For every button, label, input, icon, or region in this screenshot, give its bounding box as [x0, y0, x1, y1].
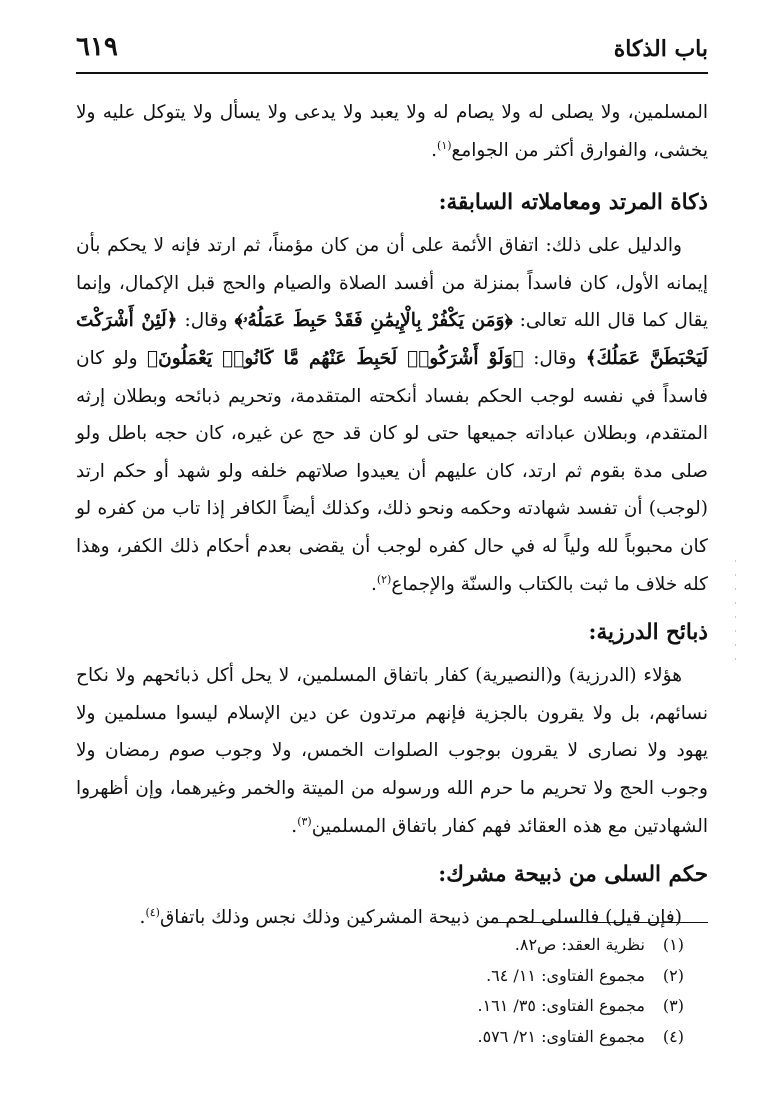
footnote-ref-4: (٤): [145, 905, 160, 919]
footnote-text: مجموع الفتاوى: ٣٥/ ١٦١.: [477, 996, 645, 1015]
druze-text: هؤلاء (الدرزية) و(النصيرية) كفار باتفاق المسلمين، لا يحل أكل ذبائحهم ولا نكاح نسائهم، بل ولا يقرون بالجزية فإنهم مرتدون عن دين الإسلام ليسوا مسلمين ولا يهود ولا نصارى لا يقرون بوجوب الصلوات الخمس، ولا وجوب صوم رمضان ولا وجوب الحج ولا تحريم ما حرم الله ورسوله من الميتة والخمر وغيرهما، وإن أظهروا الشهادتين مع هذه العقائد فهم كفار باتفاق المسلمين: [76, 665, 708, 837]
section-heading-apostate: ذكاة المرتد ومعاملاته السابقة:: [438, 190, 708, 216]
footnotes: [76, 930, 684, 1052]
footnote-text: مجموع الفتاوى: ٢١/ ٥٧٦.: [477, 1026, 645, 1046]
quran-verse-2: ﴿لَئِنْ أَشْرَكْتَ لَيَحْبَطَنَّ عَمَلُكَ﴾: [76, 310, 708, 369]
intro-paragraph: [76, 94, 708, 169]
apostate-paragraph: [76, 227, 708, 603]
apostate-text-b: وقال:: [184, 310, 228, 332]
druze-end: .: [291, 815, 298, 837]
footnote-text: نظرية العقد: ص٨٢.: [514, 935, 645, 954]
footnote-item: [76, 1022, 684, 1053]
page-number: ٦١٩: [76, 32, 118, 62]
apostate-end: .: [370, 573, 377, 595]
footnote-item: [76, 930, 684, 961]
scan-margin-marks: [734, 560, 736, 710]
section-heading-druze: ذبائح الدرزية:: [588, 620, 708, 646]
footnote-number: (١): [662, 935, 684, 954]
sala-end: .: [139, 907, 146, 929]
footnote-number: (٣): [662, 996, 684, 1015]
quran-verse-3: ﴿وَلَوْ أَشْرَكُوا۟ لَحَبِطَ عَنْهُم مَّا كَانُوا۟ يَعْمَلُونَ﴾: [147, 347, 524, 369]
quran-verse-1: ﴿وَمَن يَكْفُرْ بِالْإِيمَٰنِ فَقَدْ حَبِطَ عَمَلُهُۥ﴾: [234, 310, 513, 332]
footnote-number: (٢): [662, 965, 684, 985]
apostate-text-a: والدليل على ذلك: اتفاق الأئمة على أن من كان مؤمناً، ثم ارتد فإنه لا يحكم بأن إيمانه الأول، كان فاسداً بمنزلة من أفسد الصلاة والصيام والحج قبل الإكمال، وإنما يقال كما قال الله تعالى:: [76, 235, 708, 332]
section-heading-sala: حكم السلى من ذبيحة مشرك:: [438, 862, 708, 888]
apostate-text-c: وقال:: [533, 347, 577, 369]
running-head: باب الذكاة: [613, 36, 708, 62]
footnote-item: [76, 991, 684, 1022]
footnote-ref-3: (٣): [297, 814, 312, 828]
apostate-text-d: ولو كان فاسداً في نفسه لوجب الحكم بفساد أنكحته المتقدمة، وتحريم ذبائحه وبطلان إرثه المتقدم، وبطلان عباداته جميعها حتى لو كان قد حج عن غيره، كان حجه باطل ولو صلى مدة بقوم ثم ارتد، كان عليهم أن يعيدوا صلاتهم خلفه ولو شهد أو حكم ارتد (لوجب) أن تفسد شهادته وحكمه ونحو ذلك، وكذلك أيضاً الكافر إذا تاب من كفره لو كان محبوباً لله ولياً له في حال كفره لوجب أن يقضى بعدم أحكام ذلك الكفر، وهذا كله خلاف ما ثبت بالكتاب والسنّة والإجماع: [76, 347, 708, 595]
intro-text: المسلمين، ولا يصلى له ولا يصام له ولا يعبد ولا يدعى ولا يسأل ولا يتوكل عليه ولا يخشى، والفوارق أكثر من الجوامع: [76, 102, 708, 161]
footnote-separator: [484, 922, 708, 923]
page-header: [76, 28, 708, 74]
intro-end: .: [431, 139, 438, 161]
footnote-ref-1: (١): [437, 138, 452, 152]
footnote-text: مجموع الفتاوى: ١١/ ٦٤.: [486, 965, 645, 985]
druze-paragraph: [76, 657, 708, 845]
body-text: [76, 94, 708, 937]
footnote-number: (٤): [662, 1026, 684, 1046]
sala-text: (فإن قيل) فالسلى لحم من ذبيحة المشركين وذلك نجس وذلك باتفاق: [159, 907, 682, 929]
footnote-ref-2: (٢): [376, 572, 392, 586]
footnote-item: [76, 961, 684, 992]
